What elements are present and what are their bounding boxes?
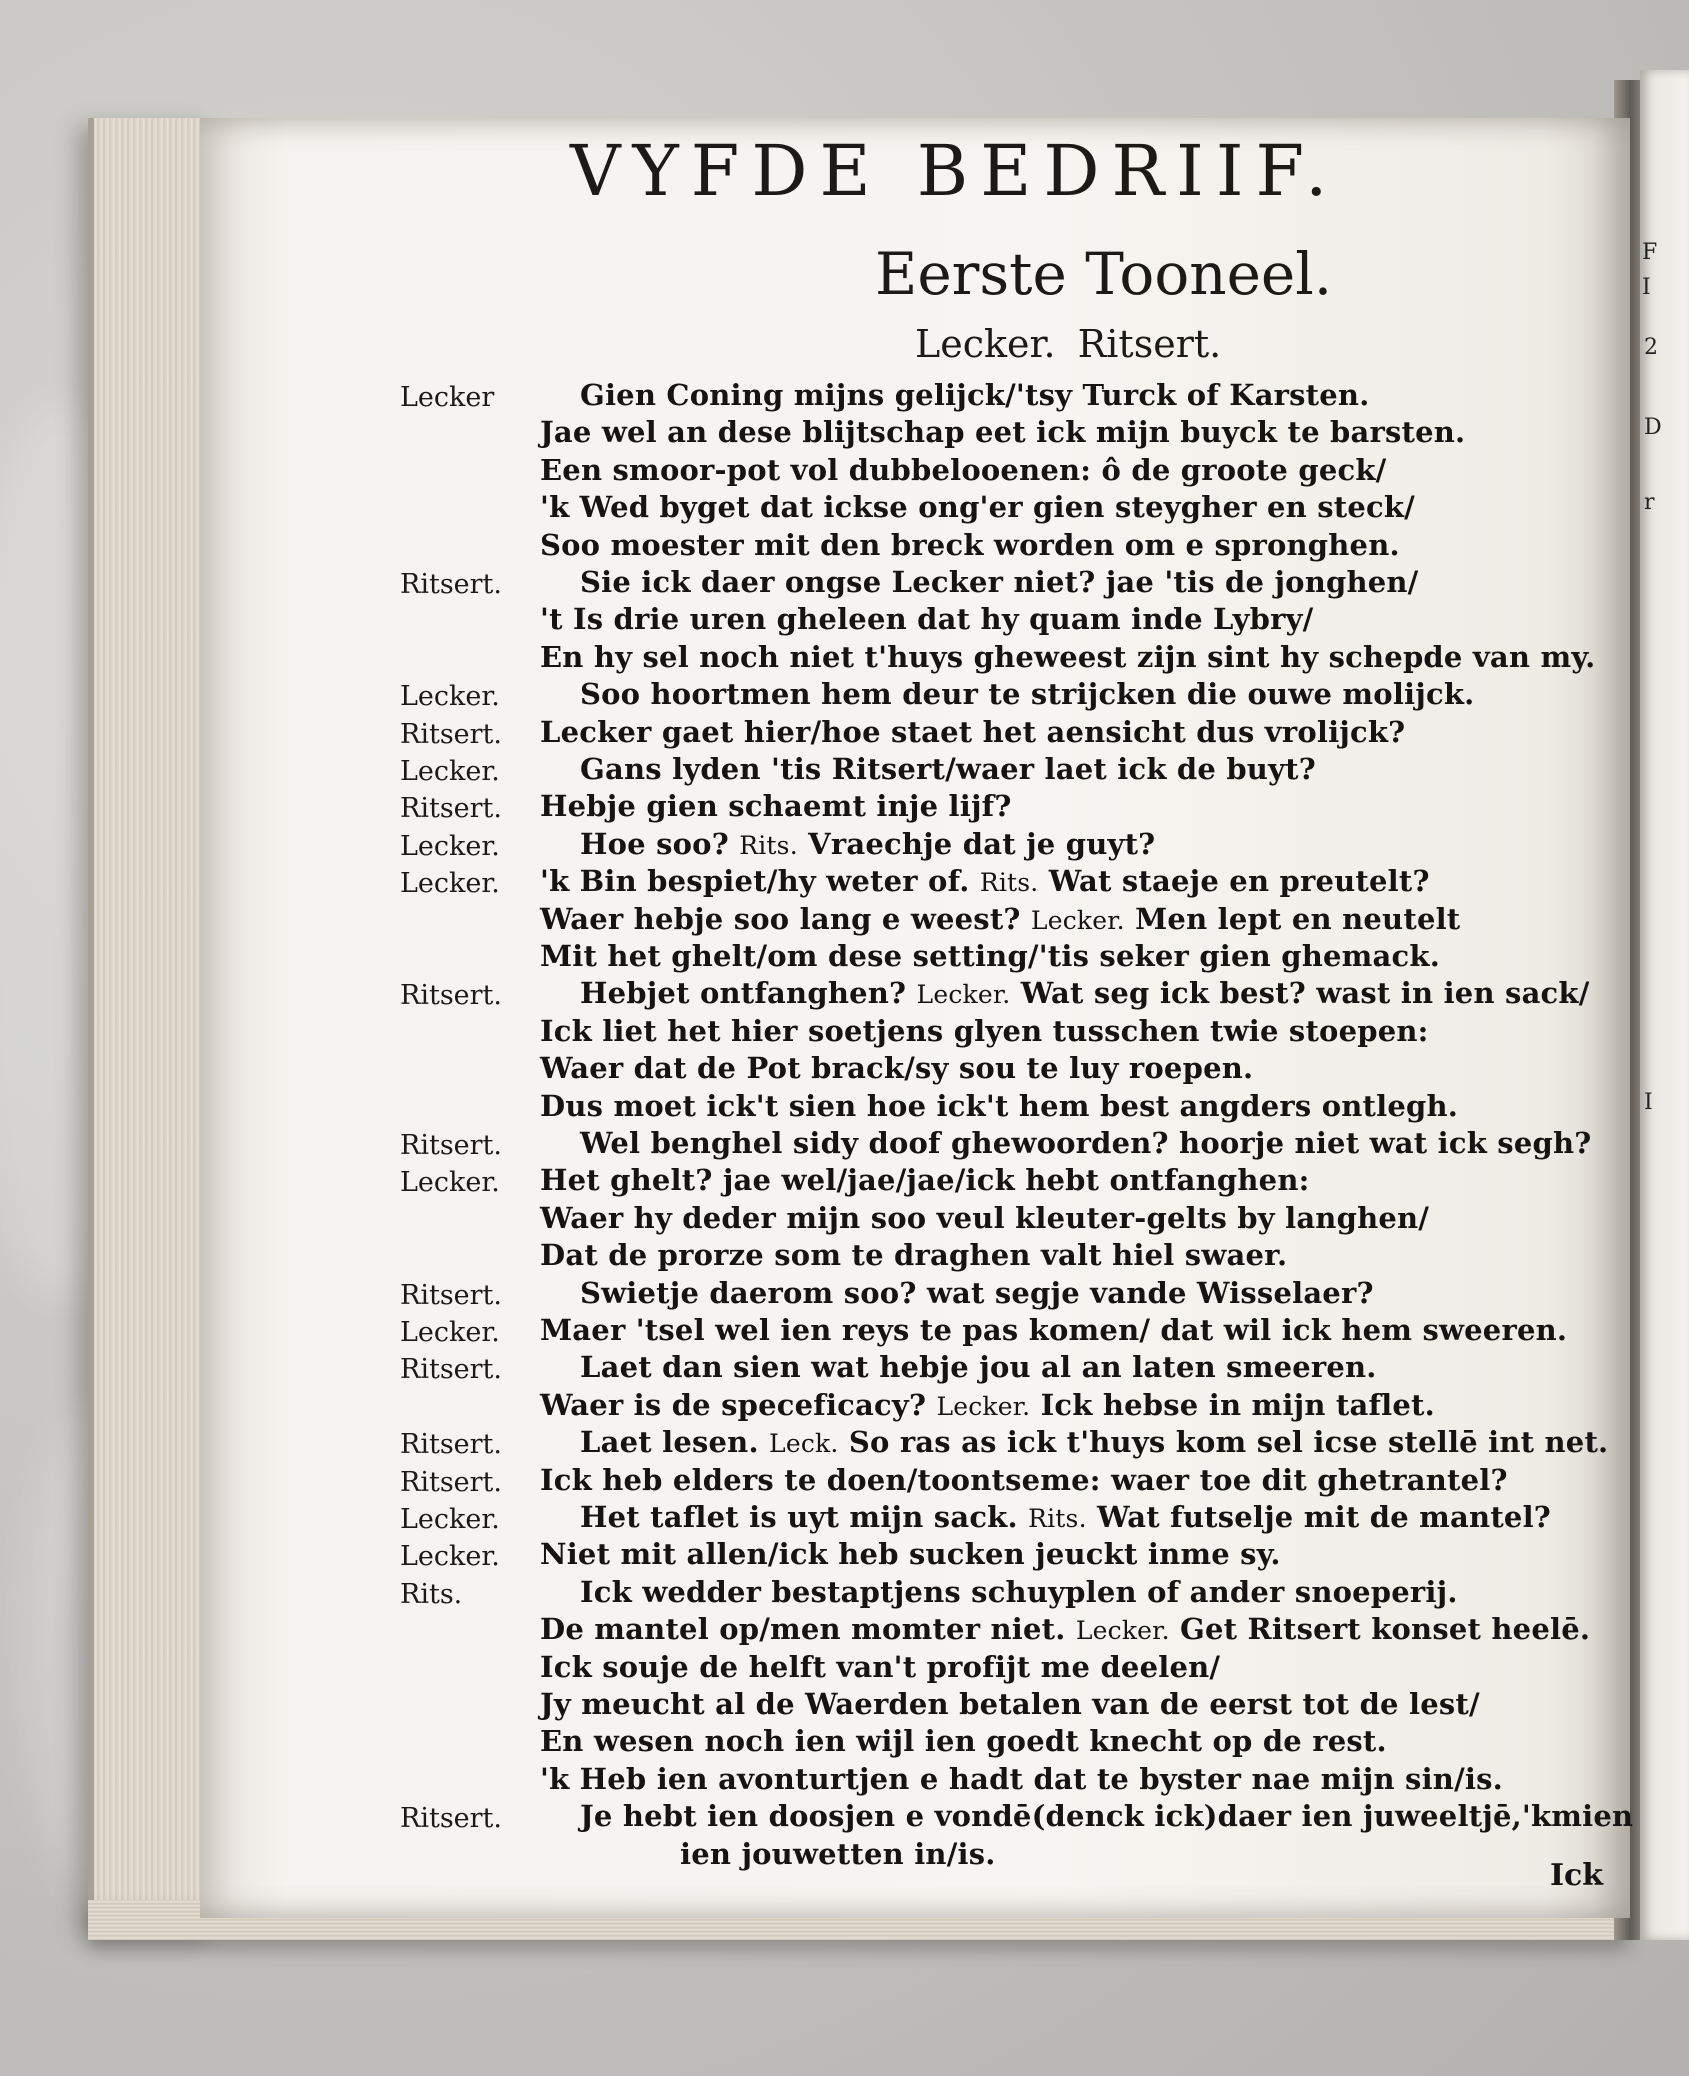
verse-line	[540, 1238, 1287, 1272]
verse-line	[540, 1089, 1458, 1123]
verse-text: Laet lesen.	[580, 1425, 759, 1459]
verse-text: Het ghelt? jae wel/jae/jae/ick hebt ontfanghen:	[540, 1163, 1310, 1197]
verse-text: Soo hoortmen hem deur te strijcken die ouwe molijck.	[580, 677, 1475, 711]
speaker-label: Ritsert.	[400, 1467, 502, 1498]
verse-line	[580, 976, 1590, 1010]
speaker-label: Ritsert.	[400, 1354, 502, 1385]
verse-text-continued: Vraechje dat je guyt?	[808, 827, 1156, 861]
verse-text: Swietje daerom soo? wat segje vande Wisselaer?	[580, 1276, 1374, 1310]
scene-cast: Lecker. Ritsert.	[915, 322, 1222, 366]
verse-line	[540, 939, 1440, 973]
verse-line	[540, 789, 1012, 823]
verse-text: Hoe soo?	[580, 827, 729, 861]
verse-text: 'k Wed byget dat ickse ong'er gien steygher en steck/	[540, 490, 1415, 524]
catchword: Ick	[1550, 1858, 1604, 1893]
verse-line	[540, 1313, 1567, 1347]
act-title: VYFDE BEDRIIF.	[570, 130, 1340, 212]
verse-line	[540, 602, 1313, 636]
speaker-label: Lecker.	[400, 1541, 500, 1572]
speaker-label: Lecker.	[400, 831, 500, 862]
verse-text: Het taflet is uyt mijn sack.	[580, 1500, 1018, 1534]
verse-text: Jy meucht al de Waerden betalen van de eerst tot de lest/	[540, 1687, 1480, 1721]
verse-text: De mantel op/men momter niet.	[540, 1612, 1066, 1646]
verse-text-continued: Wat seg ick best? wast in ien sack/	[1020, 976, 1590, 1010]
speaker-label: Ritsert.	[400, 980, 502, 1011]
verse-line	[540, 528, 1400, 562]
speaker-label: Ritsert.	[400, 1130, 502, 1161]
verse-text: Waer is de speceficacy?	[540, 1388, 927, 1422]
verse-line	[540, 1388, 1435, 1422]
facing-page-fragment: 2	[1644, 335, 1658, 360]
verse-text: Mit het ghelt/om dese setting/'tis seker gien ghemack.	[540, 939, 1440, 973]
verse-text: Ick liet het hier soetjens glyen tusschen twie stoepen:	[540, 1014, 1429, 1048]
verse-text: En wesen noch ien wijl ien goedt knecht op de rest.	[540, 1724, 1387, 1758]
verse-text: 't Is drie uren gheleen dat hy quam inde Lybry/	[540, 602, 1314, 636]
verse-text: Gien Coning mijns gelijck/'tsy Turck of Karsten.	[580, 378, 1370, 412]
verse-text: Laet dan sien wat hebje jou al an laten smeeren.	[580, 1350, 1377, 1384]
facing-page-fragment: I	[1642, 275, 1651, 300]
verse-text: 'k Bin bespiet/hy weter of.	[540, 864, 970, 898]
inline-speaker: Lecker.	[1075, 1616, 1170, 1645]
verse-text: Ick heb elders te doen/toontseme: waer toe dit ghetrantel?	[540, 1463, 1508, 1497]
verse-text: ien jouwetten in/is.	[680, 1837, 996, 1871]
verse-line	[540, 1687, 1480, 1721]
inline-speaker: Leck.	[769, 1429, 839, 1458]
verse-line	[580, 378, 1370, 412]
verse-line	[540, 1463, 1508, 1497]
inline-speaker: Rits.	[979, 868, 1039, 897]
verse-text: Hebje gien schaemt inje lijf?	[540, 789, 1012, 823]
verse-text: Wel benghel sidy doof ghewoorden? hoorje niet wat ick segh?	[580, 1126, 1592, 1160]
verse-line	[540, 1762, 1503, 1796]
speaker-label: Ritsert.	[400, 1803, 502, 1834]
verse-text-continued: Men lept en neutelt	[1135, 902, 1461, 936]
verse-text: En hy sel noch niet t'huys gheweest zijn sint hy schepde van my.	[540, 640, 1596, 674]
verse-line	[540, 1014, 1429, 1048]
verse-text: Waer dat de Pot brack/sy sou te luy roepen.	[540, 1051, 1254, 1085]
inline-speaker: Lecker.	[936, 1392, 1031, 1421]
verse-line	[540, 1201, 1429, 1235]
verse-line	[580, 1126, 1591, 1160]
speaker-label: Ritsert.	[400, 569, 502, 600]
verse-line	[540, 1537, 1281, 1571]
speaker-label: Ritsert.	[400, 793, 502, 824]
verse-line	[580, 1575, 1458, 1609]
speaker-label: Ritsert.	[400, 1280, 502, 1311]
verse-line	[540, 453, 1386, 487]
verse-line	[580, 827, 1155, 861]
verse-line	[580, 1350, 1377, 1384]
verse-line	[580, 1500, 1551, 1534]
verse-line	[540, 1650, 1220, 1684]
facing-page-fragment: D	[1644, 415, 1662, 440]
verse-line	[580, 1425, 1608, 1459]
speaker-label: Lecker.	[400, 681, 500, 712]
verse-line	[540, 1163, 1310, 1197]
speaker-label: Lecker.	[400, 1167, 500, 1198]
verse-line	[540, 1724, 1387, 1758]
inline-speaker: Lecker.	[1030, 906, 1125, 935]
verse-text-continued: Wat staeje en preutelt?	[1048, 864, 1430, 898]
verse-text: 'k Heb ien avonturtjen e hadt dat te byster nae mijn sin/is.	[540, 1762, 1503, 1796]
verse-line	[680, 1837, 996, 1871]
verse-text-continued: Wat futselje mit de mantel?	[1097, 1500, 1551, 1534]
verse-text: Hebjet ontfanghen?	[580, 976, 907, 1010]
verse-text: Lecker gaet hier/hoe staet het aensicht dus vrolijck?	[540, 715, 1406, 749]
verse-line	[540, 490, 1415, 524]
verse-text: Dat de prorze som te draghen valt hiel swaer.	[540, 1238, 1288, 1272]
facing-page	[1640, 70, 1689, 1940]
verse-text-continued: Ick hebse in mijn taflet.	[1040, 1388, 1435, 1422]
verse-text: Ick souje de helft van't profijt me deelen/	[540, 1650, 1221, 1684]
verse-line	[540, 715, 1405, 749]
inline-speaker: Rits.	[1028, 1504, 1087, 1533]
verse-line	[580, 752, 1316, 786]
speaker-label: Lecker.	[400, 1504, 500, 1535]
verse-line	[580, 677, 1474, 711]
verse-text: Soo moester mit den breck worden om e spronghen.	[540, 528, 1400, 562]
verse-text-continued: So ras as ick t'huys kom sel icse stellē int net.	[848, 1425, 1609, 1459]
verse-text: Niet mit allen/ick heb sucken jeuckt inme sy.	[540, 1537, 1281, 1571]
verse-text: Een smoor-pot vol dubbelooenen: ô de groote geck/	[540, 453, 1387, 487]
verse-line	[540, 1612, 1590, 1646]
facing-page-fragment: r	[1644, 490, 1655, 515]
verse-text: Dus moet ick't sien hoe ick't hem best angders ontlegh.	[540, 1089, 1459, 1123]
verse-line	[580, 565, 1418, 599]
facing-page-fragment: I	[1644, 1090, 1653, 1115]
verse-text-continued: Get Ritsert konset heelē.	[1180, 1612, 1591, 1646]
verse-line	[540, 902, 1460, 936]
verse-text: Maer 'tsel wel ien reys te pas komen/ dat wil ick hem sweeren.	[540, 1313, 1568, 1347]
speaker-label: Lecker.	[400, 868, 500, 899]
verse-line	[540, 640, 1595, 674]
facing-page-fragment: F	[1642, 240, 1658, 265]
verse-line	[540, 415, 1465, 449]
page-edges	[88, 118, 214, 1928]
verse-text: Waer hy deder mijn soo veul kleuter-gelts by langhen/	[540, 1201, 1430, 1235]
speaker-label: Lecker	[400, 382, 495, 413]
speaker-label: Ritsert.	[400, 719, 502, 750]
speaker-label: Rits.	[400, 1579, 463, 1610]
speaker-label: Lecker.	[400, 756, 500, 787]
verse-text: Waer hebje soo lang e weest?	[540, 902, 1021, 936]
inline-speaker: Rits.	[739, 831, 798, 860]
verse-text: Jae wel an dese blijtschap eet ick mijn buyck te barsten.	[540, 415, 1466, 449]
verse-text: Je hebt ien doosjen e vondē(denck ick)daer ien juweeltjē,'kmien	[580, 1799, 1634, 1833]
verse-line	[580, 1276, 1374, 1310]
verse-text: Ick wedder bestaptjens schuyplen of ander snoeperij.	[580, 1575, 1458, 1609]
inline-speaker: Lecker.	[916, 980, 1011, 1009]
verse-text: Gans lyden 'tis Ritsert/waer laet ick de buyt?	[580, 752, 1316, 786]
speaker-label: Ritsert.	[400, 1429, 502, 1460]
verse-line	[540, 1051, 1253, 1085]
speaker-label: Lecker.	[400, 1317, 500, 1348]
verse-line	[540, 864, 1430, 898]
scene-title: Eerste Tooneel.	[875, 240, 1333, 308]
verse-text: Sie ick daer ongse Lecker niet? jae 'tis de jonghen/	[580, 565, 1419, 599]
verse-line	[580, 1799, 1633, 1833]
